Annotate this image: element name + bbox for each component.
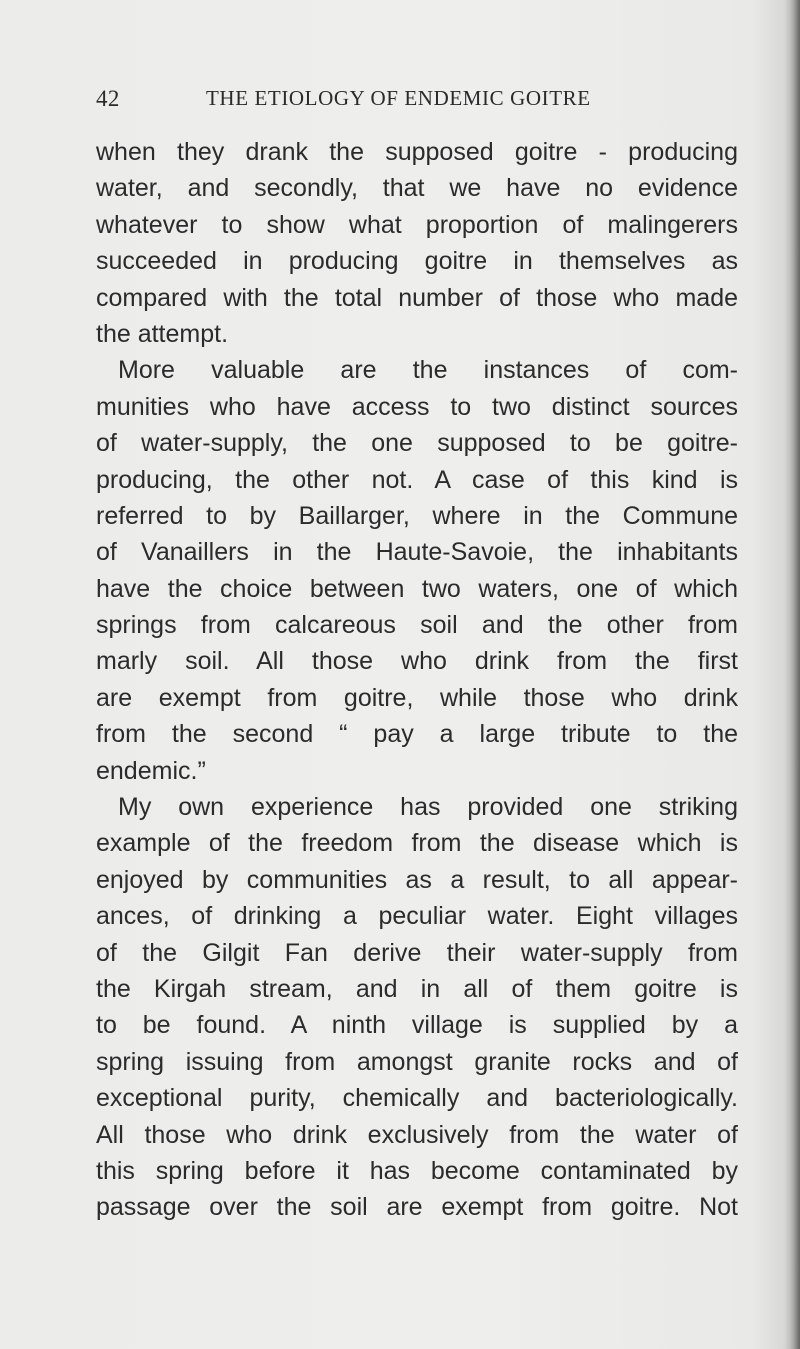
text-line: example of the freedom from the disease which is — [96, 829, 738, 858]
text-line: ances, of drinking a peculiar water. Eight villages — [96, 902, 738, 931]
text-line: munities who have access to two distinct sources — [96, 392, 738, 421]
text-line: More valuable are the instances of com- — [118, 356, 738, 385]
text-line: are exempt from goitre, while those who drink — [96, 683, 738, 712]
text-line: referred to by Baillarger, where in the Commune — [96, 501, 738, 530]
text-line: spring issuing from amongst granite rocks and of — [96, 1047, 738, 1076]
text-line: exceptional purity, chemically and bacteriologically. — [96, 1084, 738, 1113]
text-line: compared with the total number of those who made — [96, 283, 738, 312]
paragraph-3 — [96, 789, 738, 1226]
text-line: marly soil. All those who drink from the first — [96, 647, 738, 676]
text-line: have the choice between two waters, one of which — [96, 574, 738, 603]
text-line: of Vanaillers in the Haute-Savoie, the inhabitants — [96, 538, 738, 567]
text-line: endemic.” — [96, 756, 206, 785]
text-line: to be found. A ninth village is supplied by a — [96, 1011, 738, 1040]
text-line: succeeded in producing goitre in themselves as — [96, 247, 738, 276]
text-line: the attempt. — [96, 319, 229, 348]
text-line: enjoyed by communities as a result, to all appear- — [96, 865, 738, 894]
page-edge-shadow — [790, 0, 800, 1349]
body-text — [96, 134, 738, 1226]
text-line: passage over the soil are exempt from goitre. Not — [96, 1193, 738, 1222]
paragraph-2 — [96, 352, 738, 789]
running-head — [96, 86, 716, 116]
text-line: My own experience has provided one striking — [118, 793, 738, 822]
text-line: All those who drink exclusively from the water of — [96, 1120, 738, 1149]
text-line: from the second “ pay a large tribute to the — [96, 720, 738, 749]
text-line: of the Gilgit Fan derive their water-supply from — [96, 938, 738, 967]
page-number: 42 — [96, 86, 120, 111]
text-line: springs from calcareous soil and the other from — [96, 611, 738, 640]
text-line: water, and secondly, that we have no evidence — [96, 174, 738, 203]
text-line: this spring before it has become contaminated by — [96, 1156, 738, 1185]
paragraph-1 — [96, 134, 738, 352]
text-line: whatever to show what proportion of malingerers — [96, 210, 738, 239]
text-line: when they drank the supposed goitre - producing — [96, 138, 738, 166]
text-line: of water-supply, the one supposed to be goitre- — [96, 429, 738, 458]
text-line: producing, the other not. A case of this kind is — [96, 465, 738, 494]
running-title: THE ETIOLOGY OF ENDEMIC GOITRE — [206, 86, 591, 110]
text-line: the Kirgah stream, and in all of them goitre is — [96, 974, 738, 1003]
